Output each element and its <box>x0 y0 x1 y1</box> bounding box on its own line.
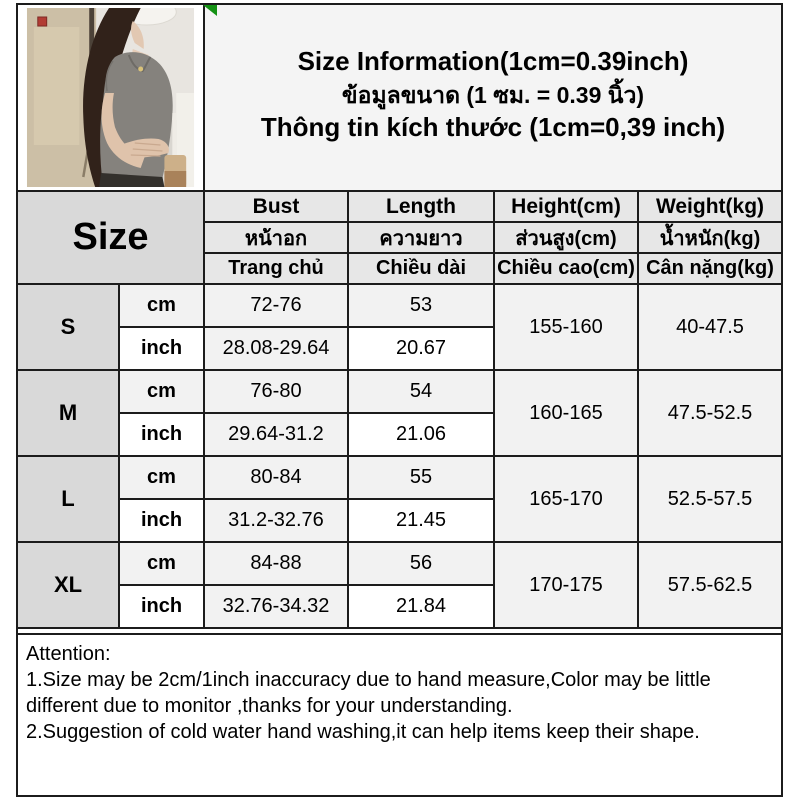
top-section <box>18 5 781 192</box>
unit-cm: cm <box>120 543 203 584</box>
title-english: Size Information(1cm=0.39inch) <box>297 46 689 76</box>
unit-inch: inch <box>120 500 203 541</box>
cell-xl-weight: 57.5-62.5 <box>639 543 781 627</box>
size-label-l: L <box>18 457 118 541</box>
attention-label: Attention: <box>26 643 111 665</box>
col-header-weight-en: Weight(kg) <box>639 192 781 221</box>
attention-section <box>18 633 781 795</box>
necklace-pendant <box>138 67 143 72</box>
unit-cm: cm <box>120 285 203 326</box>
cell-l-bust-cm: 80-84 <box>205 457 347 498</box>
col-header-weight-th: น้ำหนัก(kg) <box>639 223 781 252</box>
title-thai: ข้อมูลขนาด (1 ซม. = 0.39 นิ้ว) <box>341 81 645 108</box>
col-header-height-vi: Chiều cao(cm) <box>495 254 637 283</box>
size-table <box>18 192 781 629</box>
cell-s-length-inch: 20.67 <box>349 328 493 369</box>
cell-m-length-inch: 21.06 <box>349 414 493 455</box>
size-chart-card <box>16 3 783 797</box>
cell-xl-length-cm: 56 <box>349 543 493 584</box>
col-header-bust-vi: Trang chủ <box>205 254 347 283</box>
unit-cm: cm <box>120 371 203 412</box>
cell-xl-height: 170-175 <box>495 543 637 627</box>
cell-m-length-cm: 54 <box>349 371 493 412</box>
cell-xl-bust-cm: 84-88 <box>205 543 347 584</box>
cell-xl-length-inch: 21.84 <box>349 586 493 627</box>
title-vietnamese: Thông tin kích thước (1cm=0,39 inch) <box>260 112 726 143</box>
product-photo <box>18 5 205 190</box>
cell-s-length-cm: 53 <box>349 285 493 326</box>
cell-l-weight: 52.5-57.5 <box>639 457 781 541</box>
straw <box>172 113 176 159</box>
size-label-m: M <box>18 371 118 455</box>
col-header-bust-th: หน้าอก <box>205 223 347 252</box>
unit-cm: cm <box>120 457 203 498</box>
col-header-weight-vi: Cân nặng(kg) <box>639 254 781 283</box>
cell-l-bust-inch: 31.2-32.76 <box>205 500 347 541</box>
size-header-cell: Size <box>18 192 203 283</box>
size-label-s: S <box>18 285 118 369</box>
unit-inch: inch <box>120 414 203 455</box>
col-header-bust-en: Bust <box>205 192 347 221</box>
unit-inch: inch <box>120 586 203 627</box>
cell-l-height: 165-170 <box>495 457 637 541</box>
cell-xl-bust-inch: 32.76-34.32 <box>205 586 347 627</box>
col-header-length-th: ความยาว <box>349 223 493 252</box>
cell-s-bust-inch: 28.08-29.64 <box>205 328 347 369</box>
size-label-xl: XL <box>18 543 118 627</box>
col-header-height-th: ส่วนสูง(cm) <box>495 223 637 252</box>
cell-l-length-cm: 55 <box>349 457 493 498</box>
attention-item-2: 2.Suggestion of cold water hand washing,it can help items keep their shape. <box>26 721 700 743</box>
unit-inch: inch <box>120 328 203 369</box>
cell-m-bust-inch: 29.64-31.2 <box>205 414 347 455</box>
col-header-length-vi: Chiều dài <box>349 254 493 283</box>
green-corner-flag-icon <box>203 5 217 16</box>
cell-s-bust-cm: 72-76 <box>205 285 347 326</box>
cell-m-weight: 47.5-52.5 <box>639 371 781 455</box>
cell-m-height: 160-165 <box>495 371 637 455</box>
col-header-height-en: Height(cm) <box>495 192 637 221</box>
cell-s-height: 155-160 <box>495 285 637 369</box>
cell-s-weight: 40-47.5 <box>639 285 781 369</box>
title-block <box>205 5 781 190</box>
red-switch <box>38 17 47 26</box>
col-header-length-en: Length <box>349 192 493 221</box>
cell-l-length-inch: 21.45 <box>349 500 493 541</box>
attention-item-1: 1.Size may be 2cm/1inch inaccuracy due to hand measure,Color may be little different due to monitor ,thanks for your understanding. <box>26 669 711 717</box>
model-photo-illustration <box>18 5 203 190</box>
cell-m-bust-cm: 76-80 <box>205 371 347 412</box>
